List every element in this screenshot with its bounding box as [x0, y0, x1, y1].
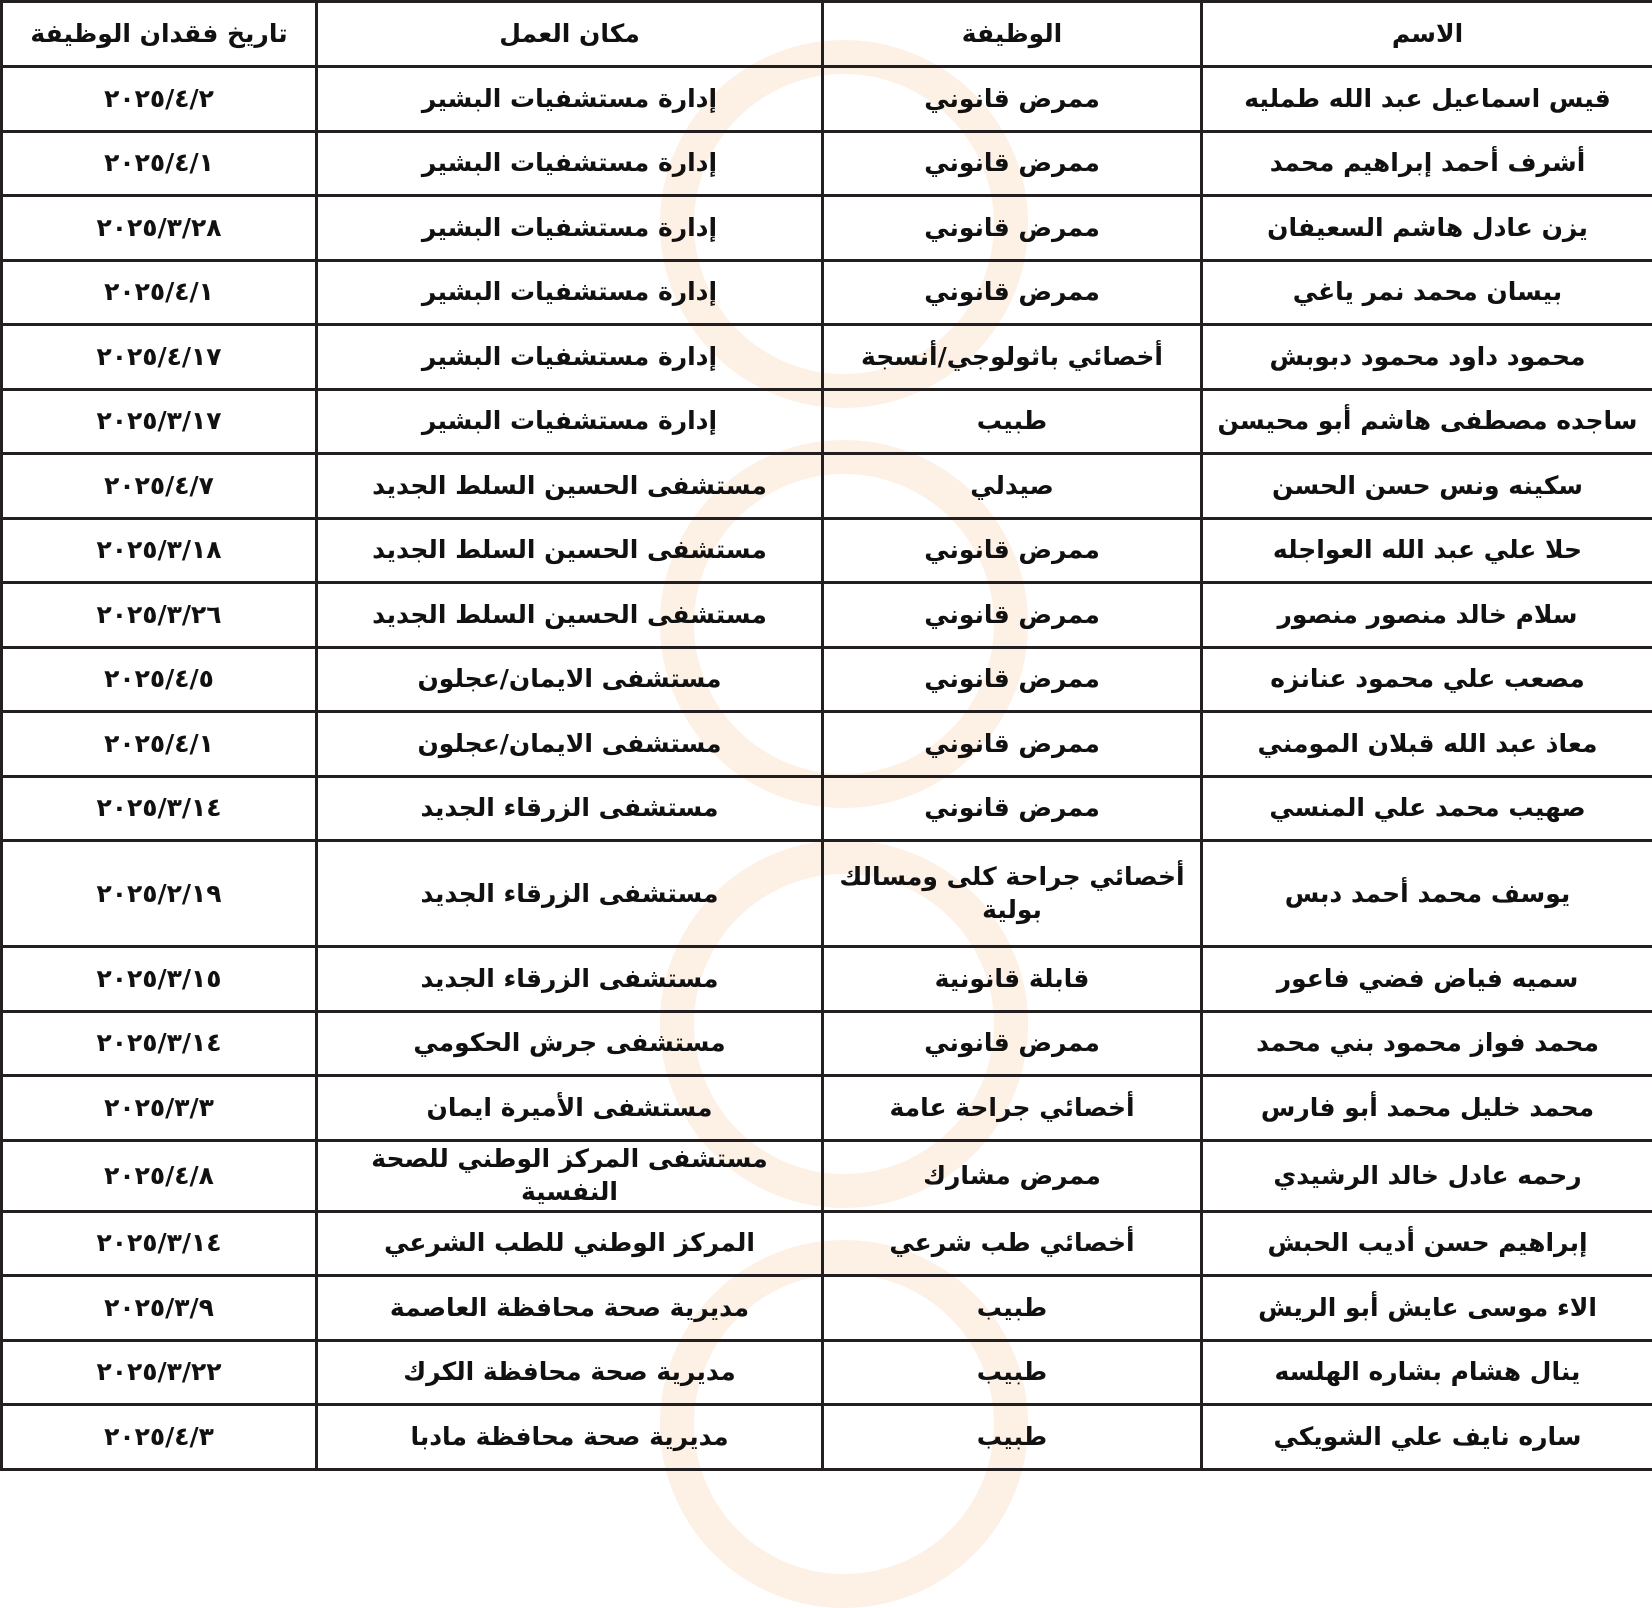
- date-cell: ٢٠٢٥/٣/١٤: [2, 1211, 317, 1276]
- date-cell: ٢٠٢٥/٢/١٩: [2, 841, 317, 947]
- date-cell: ٢٠٢٥/٤/٨: [2, 1140, 317, 1211]
- job-cell: ممرض قانوني: [823, 776, 1202, 841]
- name-cell: محمود داود محمود دبوبش: [1202, 325, 1652, 390]
- table-row: [2, 1276, 1652, 1341]
- job-cell: ممرض قانوني: [823, 647, 1202, 712]
- name-cell: ينال هشام بشاره الهلسه: [1202, 1340, 1652, 1405]
- table-row: [2, 712, 1652, 777]
- job-cell: ممرض قانوني: [823, 583, 1202, 648]
- job-cell: أخصائي جراحة عامة: [823, 1076, 1202, 1141]
- name-cell: معاذ عبد الله قبلان المومني: [1202, 712, 1652, 777]
- place-cell: مستشفى الايمان/عجلون: [317, 647, 823, 712]
- date-cell: ٢٠٢٥/٤/٣: [2, 1405, 317, 1470]
- name-cell: قيس اسماعيل عبد الله طمليه: [1202, 67, 1652, 132]
- date-cell: ٢٠٢٥/٤/٧: [2, 454, 317, 519]
- date-cell: ٢٠٢٥/٣/٩: [2, 1276, 317, 1341]
- header-row: [2, 2, 1652, 67]
- table-row: [2, 1211, 1652, 1276]
- date-cell: ٢٠٢٥/٣/٢٦: [2, 583, 317, 648]
- place-cell: إدارة مستشفيات البشير: [317, 325, 823, 390]
- name-cell: بيسان محمد نمر ياغي: [1202, 260, 1652, 325]
- job-cell: ممرض مشارك: [823, 1140, 1202, 1211]
- table-row: [2, 454, 1652, 519]
- table-row: [2, 583, 1652, 648]
- name-cell: ساجده مصطفى هاشم أبو محيسن: [1202, 389, 1652, 454]
- name-cell: الاء موسى عايش أبو الريش: [1202, 1276, 1652, 1341]
- job-cell: طبيب: [823, 1405, 1202, 1470]
- date-cell: ٢٠٢٥/٤/٢: [2, 67, 317, 132]
- table-row: [2, 1140, 1652, 1211]
- job-cell: ممرض قانوني: [823, 131, 1202, 196]
- name-cell: يزن عادل هاشم السعيفان: [1202, 196, 1652, 261]
- header-name: الاسم: [1202, 2, 1652, 67]
- place-cell: إدارة مستشفيات البشير: [317, 131, 823, 196]
- date-cell: ٢٠٢٥/٣/٢٢: [2, 1340, 317, 1405]
- place-cell: إدارة مستشفيات البشير: [317, 196, 823, 261]
- job-cell: قابلة قانونية: [823, 947, 1202, 1012]
- place-cell: مستشفى الأميرة ايمان: [317, 1076, 823, 1141]
- table-row: [2, 647, 1652, 712]
- date-cell: ٢٠٢٥/٣/١٤: [2, 1011, 317, 1076]
- job-cell: صيدلي: [823, 454, 1202, 519]
- job-cell: طبيب: [823, 1340, 1202, 1405]
- place-cell: المركز الوطني للطب الشرعي: [317, 1211, 823, 1276]
- date-cell: ٢٠٢٥/٤/٥: [2, 647, 317, 712]
- date-cell: ٢٠٢٥/٤/١: [2, 260, 317, 325]
- name-cell: رحمه عادل خالد الرشيدي: [1202, 1140, 1652, 1211]
- job-cell: ممرض قانوني: [823, 67, 1202, 132]
- name-cell: محمد خليل محمد أبو فارس: [1202, 1076, 1652, 1141]
- place-cell: مديرية صحة محافظة العاصمة: [317, 1276, 823, 1341]
- name-cell: أشرف أحمد إبراهيم محمد: [1202, 131, 1652, 196]
- table-row: [2, 325, 1652, 390]
- name-cell: إبراهيم حسن أديب الحبش: [1202, 1211, 1652, 1276]
- place-cell: مديرية صحة محافظة مادبا: [317, 1405, 823, 1470]
- place-cell: مستشفى الحسين السلط الجديد: [317, 454, 823, 519]
- job-cell: أخصائي باثولوجي/أنسجة: [823, 325, 1202, 390]
- date-cell: ٢٠٢٥/٤/١: [2, 131, 317, 196]
- job-cell: ممرض قانوني: [823, 196, 1202, 261]
- name-cell: سلام خالد منصور منصور: [1202, 583, 1652, 648]
- place-cell: مستشفى المركز الوطني للصحة النفسية: [317, 1140, 823, 1211]
- table-row: [2, 196, 1652, 261]
- table-row: [2, 841, 1652, 947]
- table-row: [2, 1076, 1652, 1141]
- job-cell: ممرض قانوني: [823, 518, 1202, 583]
- job-cell: ممرض قانوني: [823, 712, 1202, 777]
- job-cell: أخصائي جراحة كلى ومسالك بولية: [823, 841, 1202, 947]
- name-cell: صهيب محمد علي المنسي: [1202, 776, 1652, 841]
- name-cell: ساره نايف علي الشويكي: [1202, 1405, 1652, 1470]
- place-cell: مستشفى الزرقاء الجديد: [317, 841, 823, 947]
- table-row: [2, 389, 1652, 454]
- place-cell: مستشفى الزرقاء الجديد: [317, 776, 823, 841]
- name-cell: حلا علي عبد الله العواجله: [1202, 518, 1652, 583]
- name-cell: يوسف محمد أحمد دبس: [1202, 841, 1652, 947]
- table-row: [2, 1011, 1652, 1076]
- header-date: تاريخ فقدان الوظيفة: [2, 2, 317, 67]
- date-cell: ٢٠٢٥/٣/١٨: [2, 518, 317, 583]
- job-cell: أخصائي طب شرعي: [823, 1211, 1202, 1276]
- job-cell: ممرض قانوني: [823, 260, 1202, 325]
- date-cell: ٢٠٢٥/٣/٢٨: [2, 196, 317, 261]
- place-cell: مستشفى الحسين السلط الجديد: [317, 583, 823, 648]
- name-cell: محمد فواز محمود بني محمد: [1202, 1011, 1652, 1076]
- header-place: مكان العمل: [317, 2, 823, 67]
- place-cell: مستشفى الحسين السلط الجديد: [317, 518, 823, 583]
- name-cell: سكينه ونس حسن الحسن: [1202, 454, 1652, 519]
- place-cell: مديرية صحة محافظة الكرك: [317, 1340, 823, 1405]
- date-cell: ٢٠٢٥/٣/١٥: [2, 947, 317, 1012]
- table-row: [2, 947, 1652, 1012]
- table-row: [2, 1405, 1652, 1470]
- place-cell: مستشفى جرش الحكومي: [317, 1011, 823, 1076]
- table-row: [2, 776, 1652, 841]
- job-cell: ممرض قانوني: [823, 1011, 1202, 1076]
- name-cell: مصعب علي محمود عنانزه: [1202, 647, 1652, 712]
- table-row: [2, 518, 1652, 583]
- date-cell: ٢٠٢٥/٤/١: [2, 712, 317, 777]
- date-cell: ٢٠٢٥/٣/٣: [2, 1076, 317, 1141]
- table-row: [2, 131, 1652, 196]
- table-row: [2, 260, 1652, 325]
- place-cell: إدارة مستشفيات البشير: [317, 389, 823, 454]
- table-row: [2, 67, 1652, 132]
- job-cell: طبيب: [823, 389, 1202, 454]
- table-row: [2, 1340, 1652, 1405]
- date-cell: ٢٠٢٥/٤/١٧: [2, 325, 317, 390]
- name-cell: سميه فياض فضي فاعور: [1202, 947, 1652, 1012]
- header-job: الوظيفة: [823, 2, 1202, 67]
- date-cell: ٢٠٢٥/٣/١٤: [2, 776, 317, 841]
- date-cell: ٢٠٢٥/٣/١٧: [2, 389, 317, 454]
- place-cell: إدارة مستشفيات البشير: [317, 260, 823, 325]
- place-cell: مستشفى الايمان/عجلون: [317, 712, 823, 777]
- job-cell: طبيب: [823, 1276, 1202, 1341]
- place-cell: إدارة مستشفيات البشير: [317, 67, 823, 132]
- place-cell: مستشفى الزرقاء الجديد: [317, 947, 823, 1012]
